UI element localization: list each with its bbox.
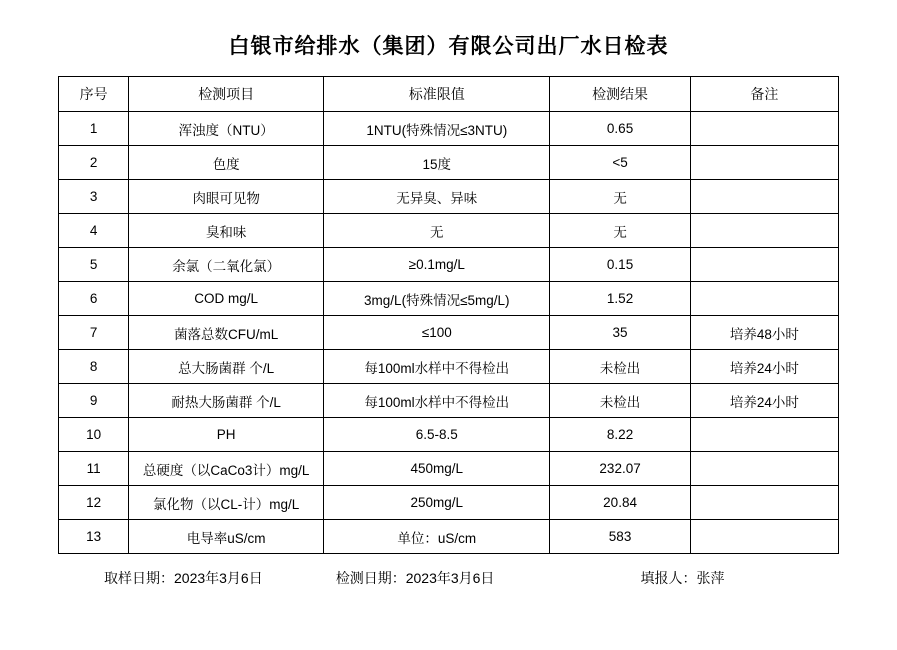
cell-no: 8 bbox=[59, 350, 129, 384]
cell-standard: 6.5-8.5 bbox=[324, 418, 550, 452]
cell-standard: 15度 bbox=[324, 146, 550, 180]
cell-no: 3 bbox=[59, 180, 129, 214]
cell-item: 氯化物（以CL-计）mg/L bbox=[129, 486, 324, 520]
table-header-row bbox=[59, 77, 839, 112]
table-row bbox=[59, 350, 839, 384]
cell-note bbox=[690, 486, 838, 520]
cell-no: 9 bbox=[59, 384, 129, 418]
cell-standard: 无 bbox=[324, 214, 550, 248]
report-table-container bbox=[0, 76, 897, 554]
table-row bbox=[59, 486, 839, 520]
table-row bbox=[59, 418, 839, 452]
cell-note: 培养24小时 bbox=[690, 384, 838, 418]
cell-result: <5 bbox=[550, 146, 690, 180]
cell-result: 未检出 bbox=[550, 384, 690, 418]
cell-standard: ≥0.1mg/L bbox=[324, 248, 550, 282]
cell-result: 8.22 bbox=[550, 418, 690, 452]
cell-no: 7 bbox=[59, 316, 129, 350]
cell-standard: 单位：uS/cm bbox=[324, 520, 550, 554]
cell-no: 12 bbox=[59, 486, 129, 520]
cell-note: 培养48小时 bbox=[690, 316, 838, 350]
cell-item: 电导率uS/cm bbox=[129, 520, 324, 554]
cell-note bbox=[690, 282, 838, 316]
cell-note bbox=[690, 112, 838, 146]
cell-result: 232.07 bbox=[550, 452, 690, 486]
table-row bbox=[59, 146, 839, 180]
cell-standard: 250mg/L bbox=[324, 486, 550, 520]
cell-item: 浑浊度（NTU） bbox=[129, 112, 324, 146]
cell-result: 无 bbox=[550, 214, 690, 248]
cell-no: 5 bbox=[59, 248, 129, 282]
column-header-note: 备注 bbox=[690, 77, 838, 112]
cell-standard: 每100ml水样中不得检出 bbox=[324, 384, 550, 418]
column-header-standard: 标准限值 bbox=[324, 77, 550, 112]
cell-no: 10 bbox=[59, 418, 129, 452]
testing-date: 检测日期：2023年3月6日 bbox=[335, 570, 495, 586]
cell-note bbox=[690, 214, 838, 248]
cell-item: COD mg/L bbox=[129, 282, 324, 316]
cell-no: 1 bbox=[59, 112, 129, 146]
cell-note bbox=[690, 418, 838, 452]
table-row bbox=[59, 112, 839, 146]
cell-standard: 无异臭、异味 bbox=[324, 180, 550, 214]
water-quality-table bbox=[58, 76, 839, 554]
cell-result: 无 bbox=[550, 180, 690, 214]
cell-item: 总硬度（以CaCo3计）mg/L bbox=[129, 452, 324, 486]
table-row bbox=[59, 248, 839, 282]
table-row bbox=[59, 316, 839, 350]
cell-no: 6 bbox=[59, 282, 129, 316]
cell-note: 培养24小时 bbox=[690, 350, 838, 384]
column-header-result: 检测结果 bbox=[550, 77, 690, 112]
page-title: 白银市给排水（集团）有限公司出厂水日检表 bbox=[228, 35, 669, 58]
table-row bbox=[59, 214, 839, 248]
cell-item: 余氯（二氧化氯） bbox=[129, 248, 324, 282]
cell-standard: ≤100 bbox=[324, 316, 550, 350]
cell-item: PH bbox=[129, 418, 324, 452]
cell-item: 肉眼可见物 bbox=[129, 180, 324, 214]
report-footer bbox=[0, 568, 897, 588]
cell-item: 耐热大肠菌群 个/L bbox=[129, 384, 324, 418]
table-row bbox=[59, 452, 839, 486]
cell-item: 总大肠菌群 个/L bbox=[129, 350, 324, 384]
cell-result: 未检出 bbox=[550, 350, 690, 384]
cell-no: 13 bbox=[59, 520, 129, 554]
table-row bbox=[59, 384, 839, 418]
cell-note bbox=[690, 452, 838, 486]
cell-result: 583 bbox=[550, 520, 690, 554]
cell-no: 4 bbox=[59, 214, 129, 248]
cell-note bbox=[690, 146, 838, 180]
cell-note bbox=[690, 520, 838, 554]
cell-result: 35 bbox=[550, 316, 690, 350]
table-row bbox=[59, 520, 839, 554]
table-row bbox=[59, 180, 839, 214]
column-header-item: 检测项目 bbox=[129, 77, 324, 112]
cell-result: 1.52 bbox=[550, 282, 690, 316]
cell-item: 臭和味 bbox=[129, 214, 324, 248]
cell-no: 11 bbox=[59, 452, 129, 486]
table-row bbox=[59, 282, 839, 316]
cell-item: 菌落总数CFU/mL bbox=[129, 316, 324, 350]
cell-standard: 3mg/L(特殊情况≤5mg/L) bbox=[324, 282, 550, 316]
cell-note bbox=[690, 248, 838, 282]
cell-result: 0.15 bbox=[550, 248, 690, 282]
cell-standard: 1NTU(特殊情况≤3NTU) bbox=[324, 112, 550, 146]
cell-standard: 450mg/L bbox=[324, 452, 550, 486]
cell-no: 2 bbox=[59, 146, 129, 180]
column-header-no: 序号 bbox=[59, 77, 129, 112]
cell-standard: 每100ml水样中不得检出 bbox=[324, 350, 550, 384]
sampling-date: 取样日期：2023年3月6日 bbox=[104, 570, 263, 586]
reporter-name: 填报人：张萍 bbox=[640, 570, 725, 586]
cell-item: 色度 bbox=[129, 146, 324, 180]
cell-result: 20.84 bbox=[550, 486, 690, 520]
cell-note bbox=[690, 180, 838, 214]
cell-result: 0.65 bbox=[550, 112, 690, 146]
